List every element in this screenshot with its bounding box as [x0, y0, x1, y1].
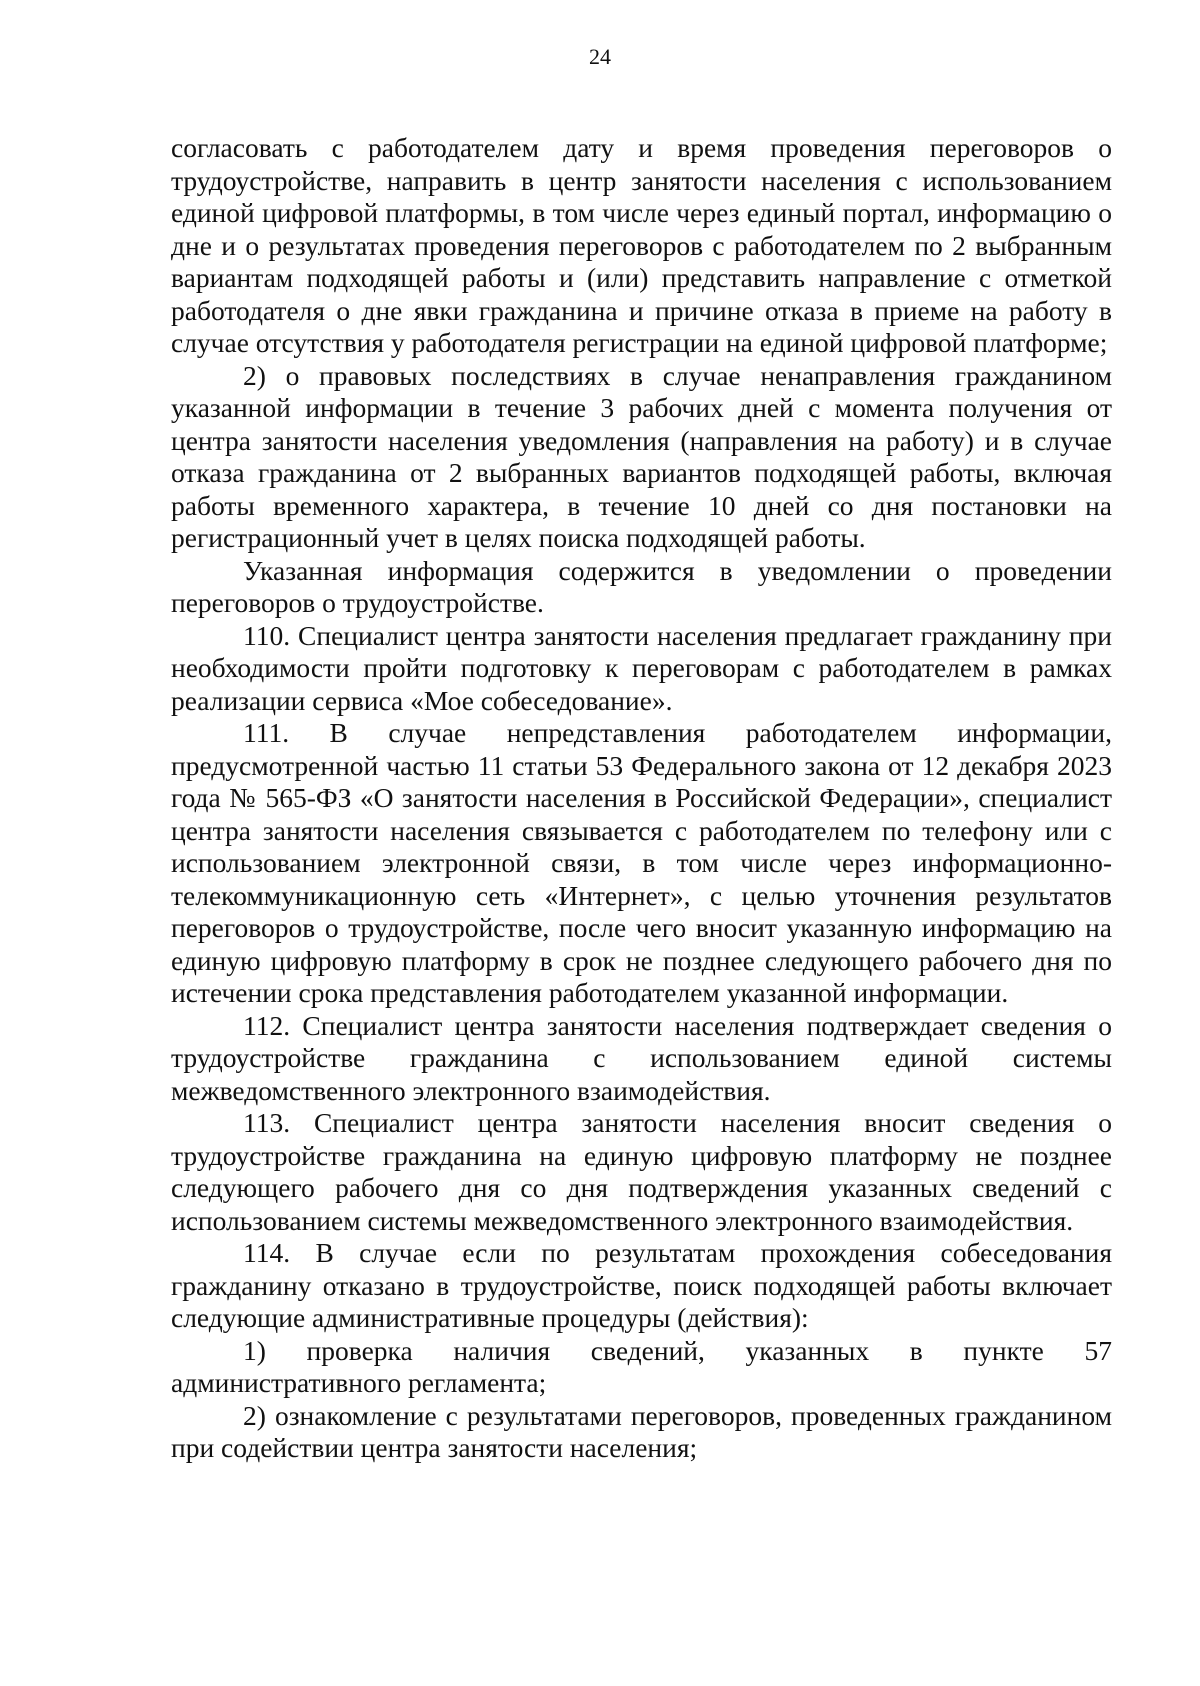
- paragraph-114: 114. В случае если по результатам прохождения собеседования гражданину отказано в трудоустройстве, поиск подходящей работы включает следующие административные процедуры (действия):: [171, 1237, 1112, 1333]
- page-number: 24: [589, 44, 611, 69]
- paragraph-item-2-legal-consequences: 2) о правовых последствиях в случае ненаправления гражданином указанной информации в течение 3 рабочих дней с момента получения от центра занятости населения уведомления (направления на работу) и в случае отказа гражданина от 2 выбранных вариантов подходящей работы, включая работы временного характера, в течение 10 дней со дня постановки на регистрационный учет в целях поиска подходящей работы.: [171, 359, 1112, 553]
- paragraph-notice-info: Указанная информация содержится в уведомлении о проведении переговоров о трудоустройстве.: [171, 554, 1112, 618]
- paragraph-111: 111. В случае непредставления работодателем информации, предусмотренной частью 11 статьи 53 Федерального закона от 12 декабря 2023 года № 565-ФЗ «О занятости населения в Российской Федерации», специалист центра занятости населения связывается с работодателем по телефону или с использованием электронной связи, в том числе через информационно-телекоммуникационную сеть «Интернет», с целью уточнения результатов переговоров о трудоустройстве, после чего вносит указанную информацию на единую цифровую платформу в срок не позднее следующего рабочего дня по истечении срока представления работодателем указанной информации.: [171, 717, 1112, 1008]
- paragraph-110: 110. Специалист центра занятости населения предлагает гражданину при необходимости пройти подготовку к переговорам с работодателем в рамках реализации сервиса «Мое собеседование».: [171, 619, 1112, 716]
- paragraph-114-item-1: 1) проверка наличия сведений, указанных в пункте 57 административного регламента;: [171, 1334, 1112, 1398]
- document-body: [171, 132, 1112, 1465]
- paragraph-continuation: согласовать с работодателем дату и время проведения переговоров о трудоустройстве, направить в центр занятости населения с использованием единой цифровой платформы, в том числе через единый портал, информацию о дне и о результатах проведения переговоров с работодателем по 2 выбранным вариантам подходящей работы и (или) представить направление с отметкой работодателя о дне явки гражданина и причине отказа в приеме на работу в случае отсутствия у работодателя регистрации на единой цифровой платформе;: [171, 132, 1112, 358]
- paragraph-112: 112. Специалист центра занятости населения подтверждает сведения о трудоустройстве гражданина с использованием единой системы межведомственного электронного взаимодействия.: [171, 1009, 1112, 1106]
- paragraph-114-item-2: 2) ознакомление с результатами переговоров, проведенных гражданином при содействии центра занятости населения;: [171, 1399, 1112, 1463]
- paragraph-113: 113. Специалист центра занятости населения вносит сведения о трудоустройстве гражданина на единую цифровую платформу не позднее следующего рабочего дня со дня подтверждения указанных сведений с использованием системы межведомственного электронного взаимодействия.: [171, 1107, 1112, 1236]
